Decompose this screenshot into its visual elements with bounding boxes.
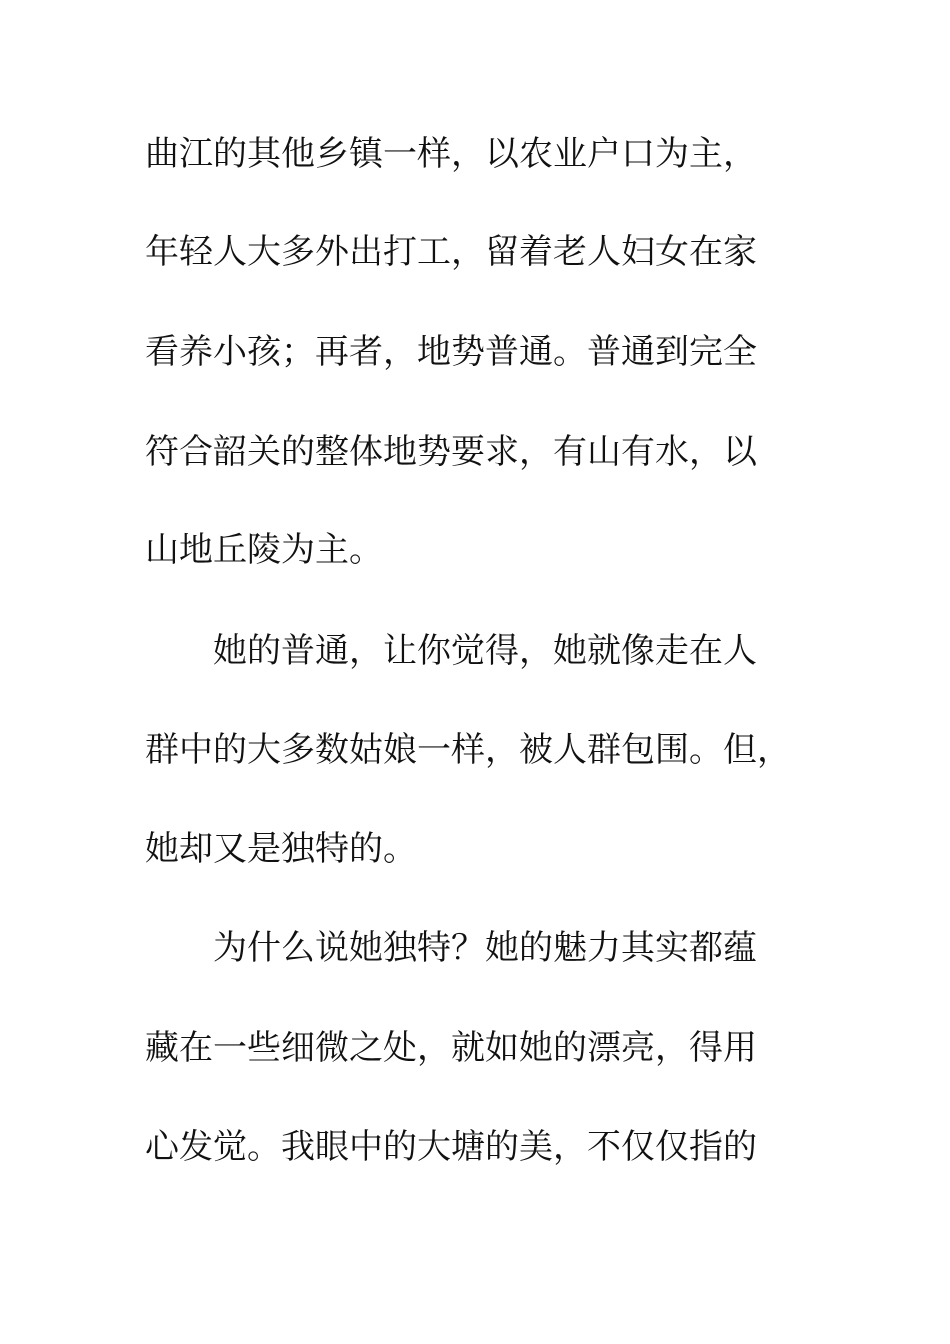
text-line: 符合韶关的整体地势要求，有山有水，以	[145, 432, 757, 472]
text-line: 藏在一些细微之处，就如她的漂亮，得用	[145, 1028, 757, 1068]
text-line: 看养小孩；再者，地势普通。普通到完全	[145, 332, 757, 372]
text-line: 年轻人大多外出打工，留着老人妇女在家	[145, 232, 757, 272]
text-line: 山地丘陵为主。	[145, 530, 383, 570]
paragraph-start-line: 为什么说她独特？她的魅力其实都蕴	[213, 928, 757, 968]
text-line: 心发觉。我眼中的大塘的美，不仅仅指的	[145, 1127, 757, 1167]
text-line: 她却又是独特的。	[145, 829, 417, 869]
text-line: 群中的大多数姑娘一样，被人群包围。但，	[145, 730, 791, 770]
text-line: 曲江的其他乡镇一样，以农业户口为主，	[145, 134, 757, 174]
paragraph-start-line: 她的普通，让你觉得，她就像走在人	[213, 631, 757, 671]
